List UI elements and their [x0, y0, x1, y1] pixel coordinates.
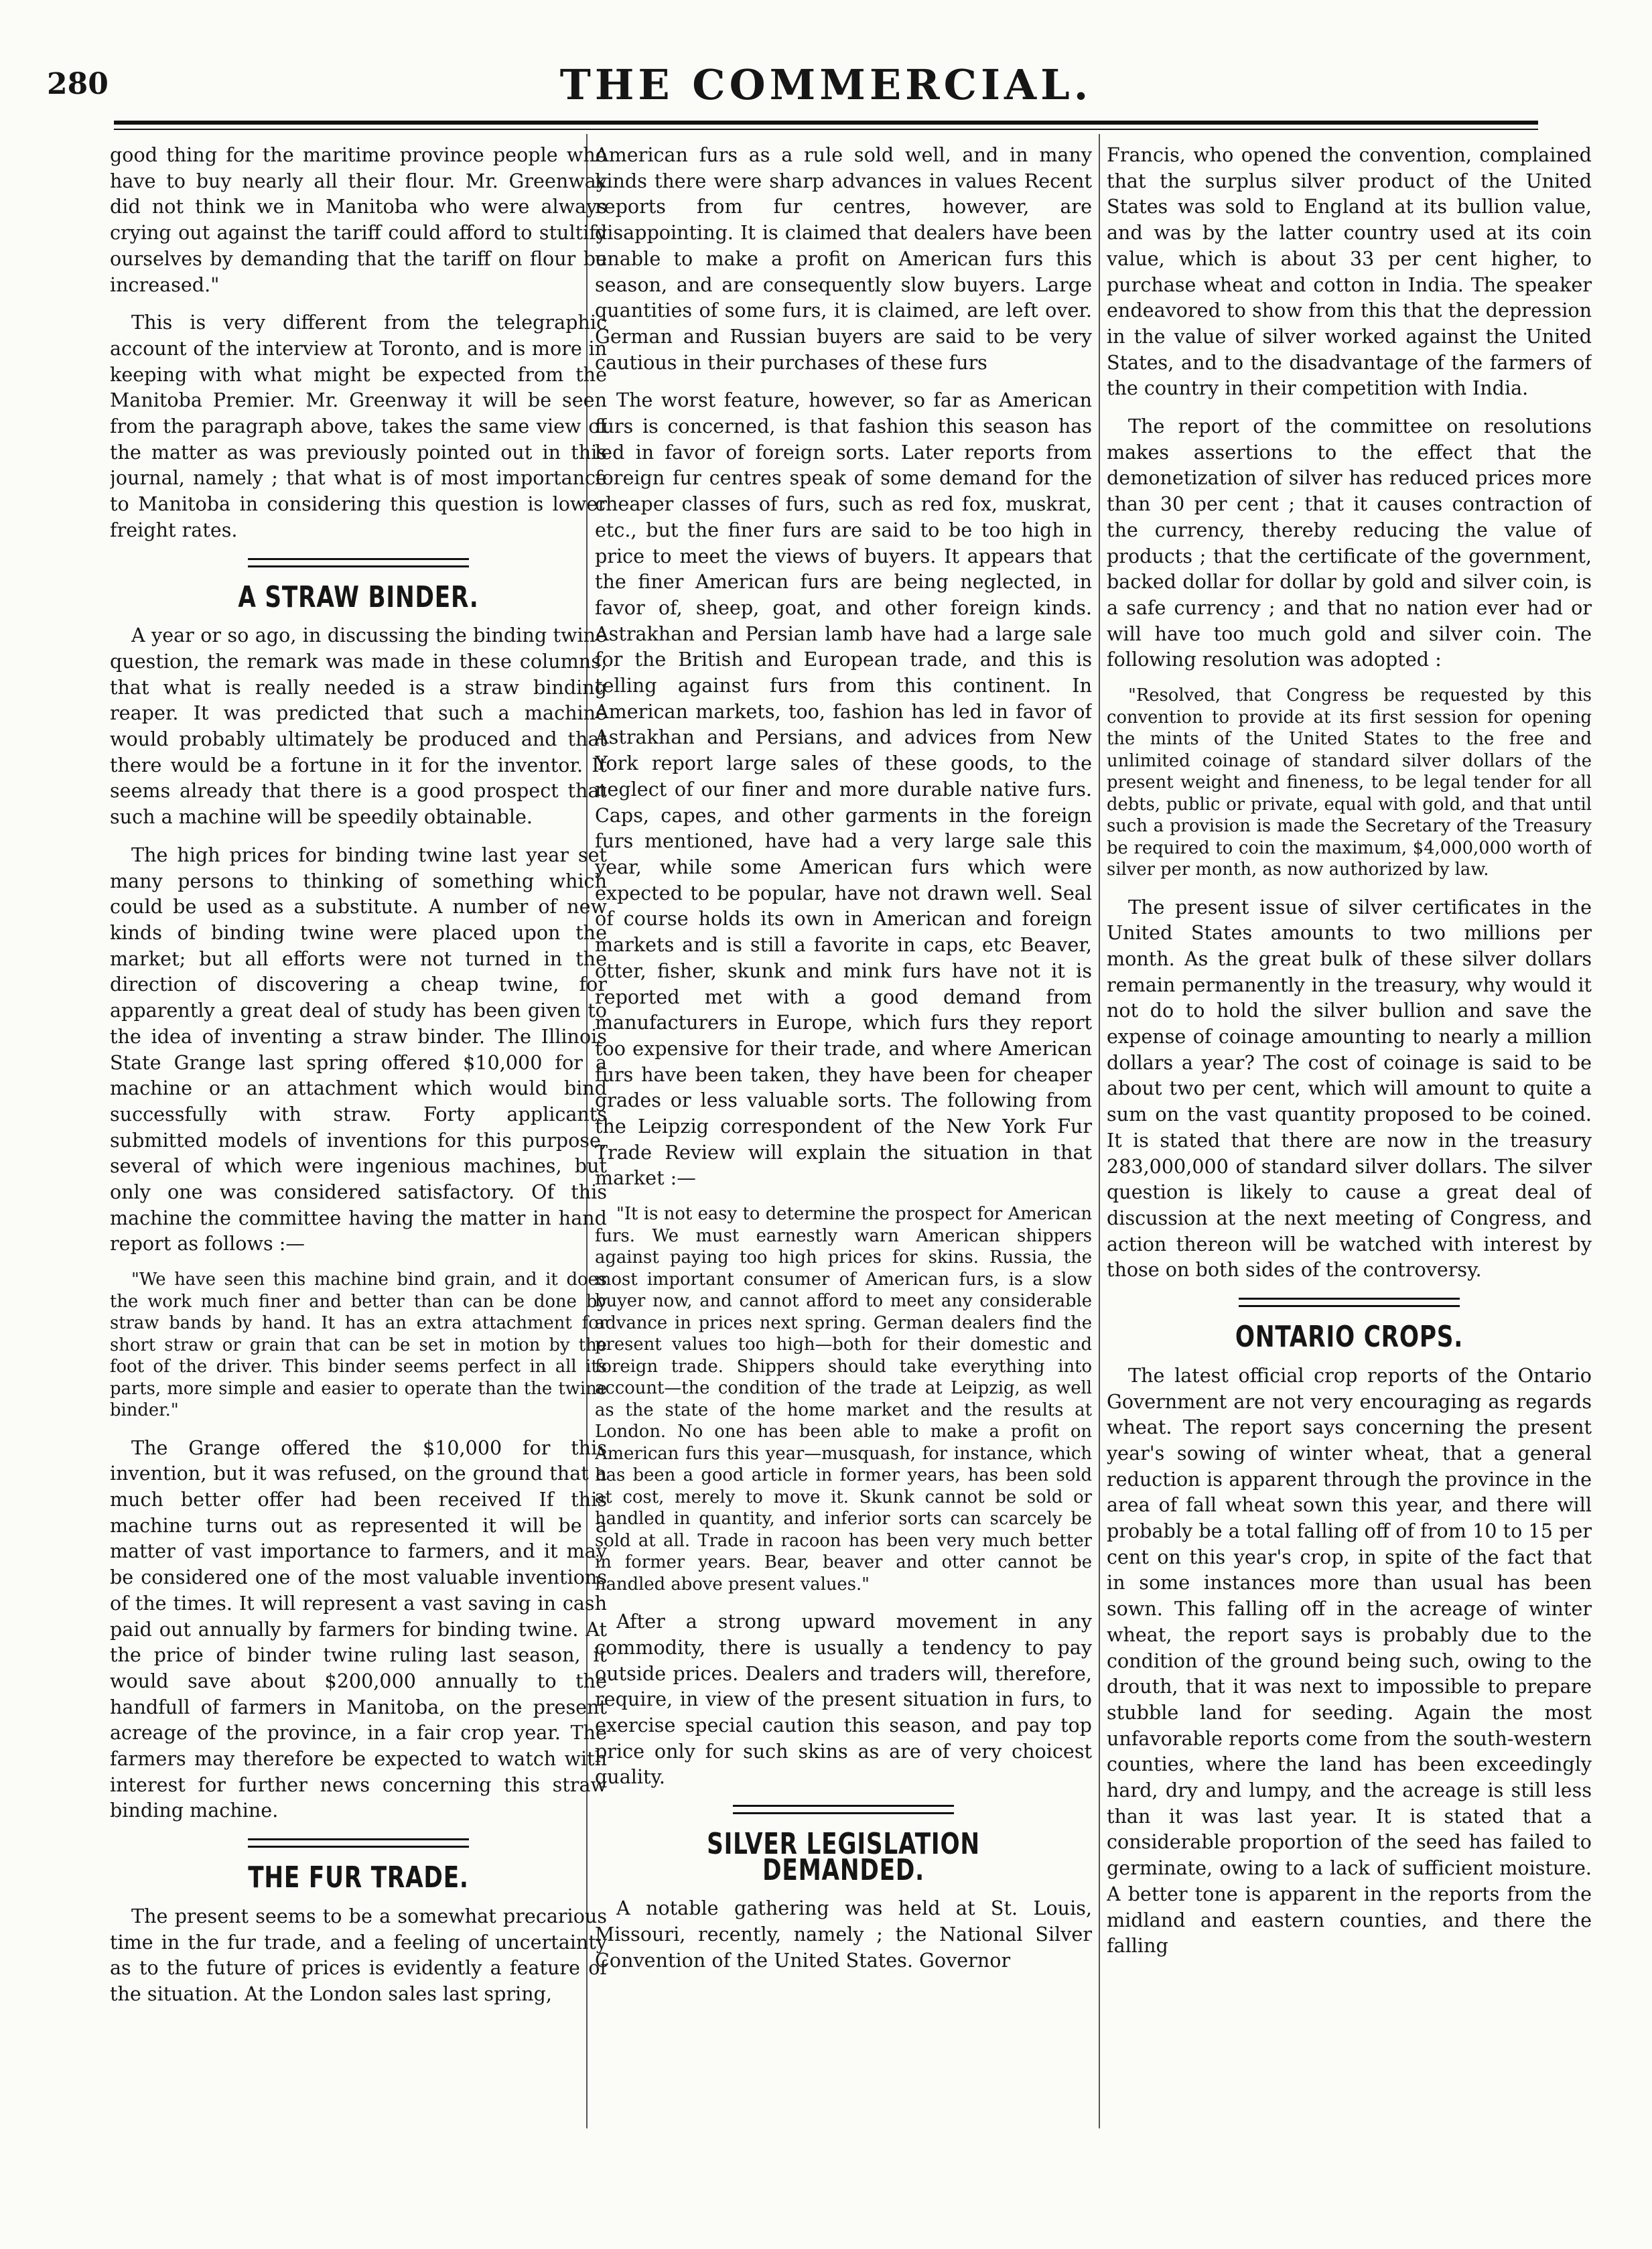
column-divider: [1099, 134, 1100, 2128]
paragraph: The present issue of silver certificates in the United States amounts to two millions per month. As the great bulk of these silver dollars remain permanently in the treasury, why would it not do to hold the silver bullion and save the expense of coinage amounting to nearly a million dollars a year? The cost of coinage is said to be about two per cent, which will amount to quite a sum on the vast quantity proposed to be coined. It is stated that there are now in the treasury 283,000,000 of standard silver dollars. The silver question is likely to cause a great deal of discussion at the next meeting of Congress, and action thereon will be watched with interest by those on both sides of the controversy.: [1107, 895, 1592, 1282]
column-2: [595, 142, 1092, 2202]
masthead-title: THE COMMERCIAL.: [559, 60, 1093, 109]
paragraph: After a strong upward movement in any commodity, there is usually a tendency to pay outside prices. Dealers and traders will, therefore, require, in view of the present situation in furs, to exercise special caution this season, and pay top price only for such skins as are of very choicest quality.: [595, 1610, 1092, 1789]
paragraph: American furs as a rule sold well, and in many kinds there were sharp advances in values Recent reports from fur centres, however, are disappointing. It is claimed that dealers have been unable to make a profit on American furs this season, and are consequently slow buyers. Large quantities of some furs, it is claimed, are left over. German and Russian buyers are said to be very cautious in their purchases of these furs: [595, 143, 1092, 374]
article-heading: A STRAW BINDER.: [238, 580, 479, 614]
block-quote: "It is not easy to determine the prospect for American furs. We must earnestly warn American shippers against paying too high prices for skins. Russia, the most important consumer of American furs, is a slow buyer now, and cannot afford to meet any considerable advance in prices next spring. German dealers find the present values too high—both for their domestic and foreign trade. Shippers should take everything into account—the condition of the trade at Leipzig, as well as the state of the home market and the results at London. No one has been able to make a profit on American furs this year—musquash, for instance, which has been a good article in former years, has been sold at cost, merely to move it. Skunk cannot be sold or handled in quantity, and inferior sorts can scarcely be sold at all. Trade in racoon has been very much better in former years. Bear, beaver and otter cannot be handled above present values.": [595, 1204, 1092, 1594]
block-quote: "We have seen this machine bind grain, and it does the work much finer and better than can be done by straw bands by hand. It has an extra attachment for short straw or grain that can be set in motion by the foot of the driver. This binder seems perfect in all its parts, more simple and easier to operate than the twine binder.": [110, 1270, 607, 1421]
paragraph: The high prices for binding twine last year set many persons to thinking of something which could be used as a substitute. A number of new kinds of binding twine were placed upon the market; but all efforts were not turned in the direction of discovering a cheap twine, for apparently a great deal of study has been given to the idea of inventing a straw binder. The Illinois State Grange last spring offered $10,000 for a machine or an attachment which would bind successfully with straw. Forty applicants submitted models of inventions for this purpose, several of which were ingenious machines, but only one was considered satisfactory. Of this machine the committee having the matter in hand report as follows :—: [110, 843, 607, 1255]
header-rule: [114, 121, 1538, 130]
paragraph: Francis, who opened the convention, complained that the surplus silver product of the United States was sold to England at its bullion value, and was by the latter country used at its coin value, which is about 33 per cent higher, to purchase wheat and cotton in India. The speaker endeavored to show from this that the depression in the value of silver worked against the United States, and to the disadvantage of the farmers of the country in their competition with India.: [1107, 143, 1592, 400]
block-quote: "Resolved, that Congress be requested by this convention to provide at its first session for opening the mints of the United States to the free and unlimited coinage of standard silver dollars of the present weight and fineness, to be legal tender for all debts, public or private, equal with gold, and that until such a provision is made the Secretary of the Treasury be required to coin the maximum, $4,000,000 worth of silver per month, as now authorized by law.: [1107, 685, 1592, 880]
section-separator: [248, 1838, 469, 1848]
section-separator: [733, 1805, 954, 1814]
paragraph: The report of the committee on resolutions makes assertions to the effect that the demonetization of silver has reduced prices more than 30 per cent ; that it causes contraction of the currency, thereby reducing the value of products ; that the certificate of the government, backed dollar for dollar by gold and silver coin, is a safe currency ; and that no nation ever had or will have too much gold and silver coin. The following resolution was adopted :: [1107, 415, 1592, 671]
column-3: [1107, 142, 1592, 2202]
article-heading: ONTARIO CROPS.: [1235, 1320, 1464, 1355]
paragraph: good thing for the maritime province people who have to buy nearly all their flour. Mr. Greenway did not think we in Manitoba who were always crying out against the tariff could afford to stultify ourselves by demanding that the tariff on flour be increased.": [110, 143, 607, 296]
paragraph: The worst feature, however, so far as American furs is concerned, is that fashion this season has led in favor of foreign sorts. Later reports from foreign fur centres speak of some demand for the cheaper classes of furs, such as red fox, muskrat, etc., but the finer furs are said to be too high in price to meet the views of buyers. It appears that the finer American furs are being neglected, in favor of, sheep, goat, and other foreign kinds. Astrakhan and Persian lamb have had a large sale for the British and European trade, and this is telling against furs from this continent. In American markets, too, fashion has led in favor of Astrakhan and Persians, and advices from New York report large sales of these goods, to the neglect of our finer and more durable native furs. Caps, capes, and other garments in the foreign furs mentioned, have had a very large sale this year, while some American furs which were expected to be popular, have not drawn well. Seal of course holds its own in American and foreign markets and is still a favorite in caps, etc Beaver, otter, fisher, skunk and mink furs have not it is reported met with a good demand from manufacturers in Europe, which furs they report too expensive for their trade, and where American furs have been taken, they have been for cheaper grades or less valuable sorts. The following from the Leipzig correspondent of the New York Fur Trade Review will explain the situation in that market :—: [595, 389, 1092, 1190]
page-number: 280: [47, 67, 109, 101]
paragraph: The present seems to be a somewhat precarious time in the fur trade, and a feeling of uncertainty as to the future of prices is evidently a feature of the situation. At the London sales last spring,: [110, 1904, 607, 2005]
column-1: [110, 142, 607, 2202]
paragraph: This is very different from the telegraphic account of the interview at Toronto, and is more in keeping with what might be expected from the Manitoba Premier. Mr. Greenway it will be seen from the paragraph above, takes the same view of the matter as was previously pointed out in this journal, namely ; that what is of most importance to Manitoba in considering this question is lower freight rates.: [110, 311, 607, 541]
section-separator: [248, 558, 469, 567]
article-heading: THE FUR TRADE.: [248, 1860, 469, 1895]
paragraph: A year or so ago, in discussing the binding twine question, the remark was made in these columns, that what is really needed is a straw binding reaper. It was predicted that such a machine would probably ultimately be produced and that there would be a fortune in it for the inventor. It seems already that there is a good prospect that such a machine will be speedily obtainable.: [110, 624, 607, 829]
paragraph: A notable gathering was held at St. Louis, Missouri, recently, namely ; the National Silver Convention of the United States. Governor: [595, 1897, 1092, 1972]
paragraph: The Grange offered the $10,000 for this invention, but it was refused, on the ground that a much better offer had been received If this machine turns out as represented it will be a matter of vast importance to farmers, and it may be considered one of the most valuable inventions of the times. It will represent a vast saving in cash paid out annually by farmers for binding twine. At the price of binder twine ruling last season, it would save about $200,000 annually to the handfull of farmers in Manitoba, on the present acreage of the province, in a fair crop year. The farmers may therefore be expected to watch with interest for further news concerning this straw binding machine.: [110, 1436, 607, 1822]
section-separator: [1239, 1298, 1460, 1307]
article-heading: SILVER LEGISLATION DEMANDED.: [707, 1827, 980, 1887]
paragraph: The latest official crop reports of the Ontario Government are not very encouraging as regards wheat. The report says concerning the present year's sowing of winter wheat, that a general reduction is apparent through the province in the area of fall wheat sown this year, and there will probably be a total falling off of from 10 to 15 per cent on this year's crop, in spite of the fact that in some instances more than usual has been sown. This falling off in the acreage of winter wheat, the report says is probably due to the condition of the ground being such, owing to the drouth, that it was next to impossible to prepare stubble land for seeding. Again the most unfavorable reports come from the south-western counties, where the land has been exceedingly hard, dry and lumpy, and the acreage is still less than it was last year. It is stated that a considerable proportion of the seed has failed to germinate, owing to a lack of sufficient moisture. A better tone is apparent in the reports from the midland and eastern counties, and there the falling: [1107, 1363, 1592, 1958]
